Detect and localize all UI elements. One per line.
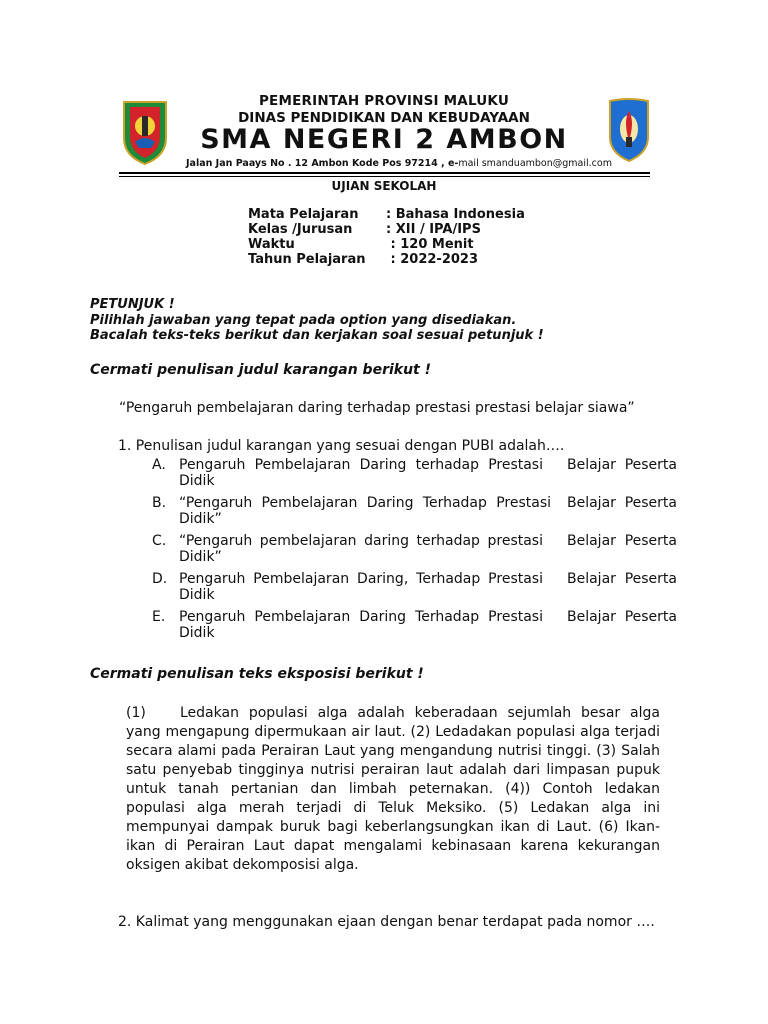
info-label: Kelas /Jurusan (248, 222, 353, 237)
section-heading: Cermati penulisan teks eksposisi berikut ! (90, 666, 424, 682)
option-text: Pengaruh Pembelajaran Daring Terhadap Prestasi (179, 609, 543, 625)
instructions-line: Pilihlah jawaban yang tepat pada option yang disediakan. (90, 313, 517, 328)
option-e[interactable] (152, 609, 677, 641)
option-text: Didik (179, 625, 215, 641)
option-text: Didik” (179, 549, 222, 565)
info-row (248, 252, 478, 267)
option-d[interactable] (152, 571, 677, 603)
info-row (248, 222, 481, 237)
option-text: Didik (179, 587, 215, 603)
info-label: Waktu (248, 237, 295, 252)
paragraph-text: Ledakan populasi alga adalah keberadaan sejumlah besar alga yang mengapung dipermukaan air laut. (2) Ledadakan populasi alga terjadi secara alami pada Perairan Laut yang mengandung nutrisi tinggi. (3) Salah satu penyebab tingginya nutrisi perairan laut adalah dari limpasan pupuk untuk tanah pertanian dan limbah peternakan. (4)) Contoh ledakan populasi alga merah terjadi di Teluk Meksiko. (5) Ledakan alga ini mempunyai dampak buruk bagi keberlangsungkan ikan di Laut. (6) Ikan-ikan di Perairan Laut dapat mengalami kebinasaan karena kekurangan oksigen akibat dekomposisi alga. (126, 705, 660, 873)
option-text: Belajar Peserta (567, 533, 677, 549)
school-name: SMA NEGERI 2 AMBON (200, 124, 568, 155)
question-1: 1. Penulisan judul karangan yang sesuai dengan PUBI adalah…. (118, 438, 565, 454)
option-letter: B. (152, 495, 167, 511)
option-text: “Pengaruh Pembelajaran Daring Terhadap Prestasi (179, 495, 551, 511)
header-government: PEMERINTAH PROVINSI MALUKU (258, 93, 510, 109)
option-letter: D. (152, 571, 168, 587)
header-rule-thin (119, 176, 650, 177)
question-2: 2. Kalimat yang menggunakan ejaan dengan benar terdapat pada nomor …. (118, 914, 655, 930)
title-quote: “Pengaruh pembelajaran daring terhadap prestasi prestasi belajar siawa” (119, 400, 635, 416)
option-text: Belajar Peserta (567, 571, 677, 587)
exam-title: UJIAN SEKOLAH (331, 179, 437, 193)
option-b[interactable] (152, 495, 677, 527)
option-text: Belajar Peserta (567, 457, 677, 473)
info-value: : 2022-2023 (386, 252, 479, 267)
option-letter: E. (152, 609, 166, 625)
option-text: Didik” (179, 511, 222, 527)
info-row (248, 207, 525, 222)
option-text: “Pengaruh pembelajaran daring terhadap prestasi (179, 533, 543, 549)
option-c[interactable] (152, 533, 677, 565)
info-row (248, 237, 474, 252)
section-heading: Cermati penulisan judul karangan berikut ! (90, 362, 432, 378)
instructions-title: PETUNJUK ! (90, 297, 175, 312)
info-value: : Bahasa Indonesia (386, 207, 525, 222)
option-letter: C. (152, 533, 167, 549)
address-text: Jalan Jan Paays No . 12 Ambon Kode Pos 97214 , e- (186, 158, 459, 169)
option-a[interactable] (152, 457, 677, 489)
option-text: Pengaruh Pembelajaran Daring terhadap Prestasi (179, 457, 543, 473)
option-letter: A. (152, 457, 166, 473)
header-department: DINAS PENDIDIKAN DAN KEBUDAYAAN (238, 110, 530, 126)
option-text: Belajar Peserta (567, 609, 677, 625)
info-value: : XII / IPA/IPS (386, 222, 481, 237)
info-label: Tahun Pelajaran (248, 252, 366, 267)
email-text: mail smanduambon@gmail.com (458, 158, 612, 169)
info-label: Mata Pelajaran (248, 207, 359, 222)
option-text: Didik (179, 473, 215, 489)
info-value: : 120 Menit (386, 237, 474, 252)
option-text: Pengaruh Pembelajaran Daring, Terhadap Prestasi (179, 571, 543, 587)
exposition-paragraph (126, 704, 660, 875)
option-text: Belajar Peserta (567, 495, 677, 511)
paragraph-number: (1) (126, 705, 146, 721)
instructions-line: Bacalah teks-teks berikut dan kerjakan soal sesuai petunjuk ! (90, 328, 544, 343)
header-rule (119, 172, 650, 174)
school-address (186, 158, 612, 169)
